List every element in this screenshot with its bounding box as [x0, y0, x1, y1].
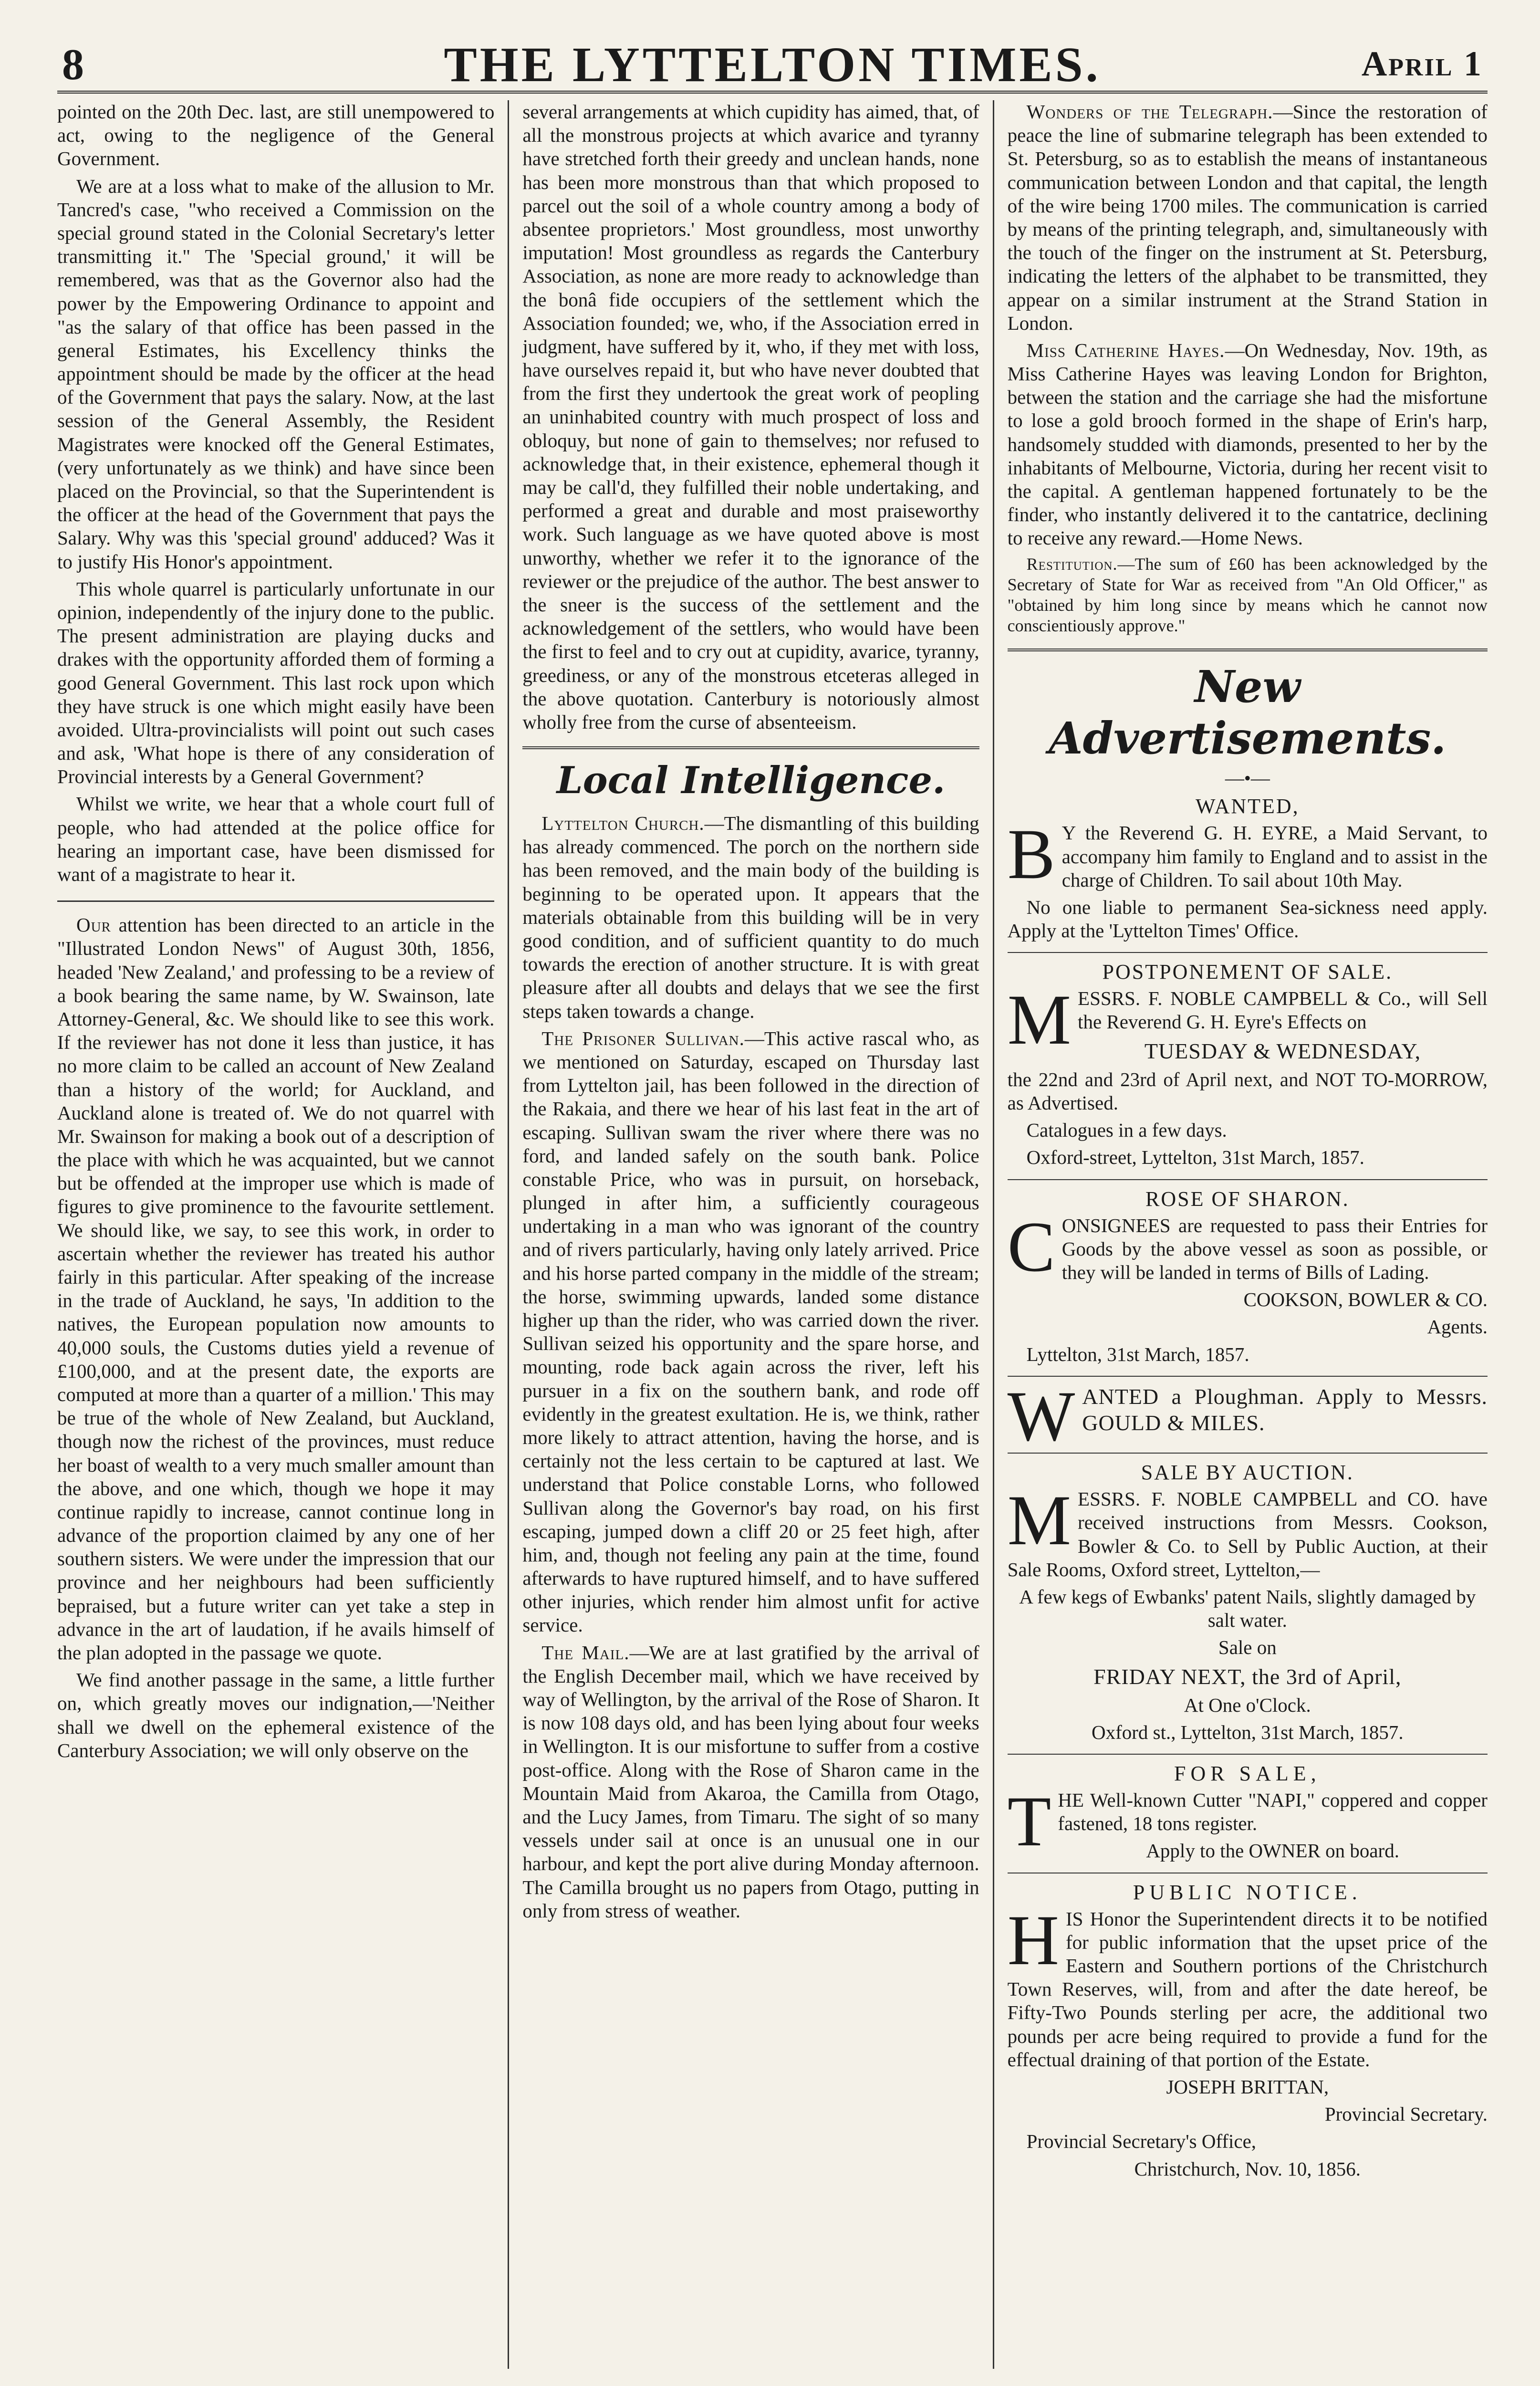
- ad-text: IS Honor the Superintendent directs it to be notified for public information that the upset price of the Eastern and Southern portions of the Christchurch Town Reserves, will, from and after the date hereof, be Fifty-Two Pounds sterling per acre, the additional two pounds per acre being required to provide a fund for the effectual draining of that portion of the Estate.: [1007, 1907, 1488, 2071]
- news-item-body: —The dismantling of this building has already commenced. The porch on the northern side has been removed, and the main body of the building is beginning to be operated upon. It appears that the materials obtainable from this building will be in very good condition, and of sufficient quantity to do much towards the erection of another structure. It is with great pleasure after all doubts and delays that we see the first steps taken towards a change.: [522, 812, 979, 1022]
- article-paragraph: several arrangements at which cupidity has aimed, that, of all the monstrous projects at which avarice and tyranny have stretched forth their greedy and unclean hands, none has been more monstrous than that which proposed to parcel out the soil of a whole country among a body of absentee proprietors.' Most groundless, most unworthy imputation! Most groundless as regards the Canterbury Association, as none are more ready to acknowledge than the bonâ fide occupiers of the settlement which the Association founded; we, who, if the Association erred in judgment, have suffered by it, who, if they met with loss, have ourselves repaid it, but who have never doubted that from the first they undertook the great work of peopling an uninhabited country with much prospect of loss and obloquy, but none of gain to themselves; nor refused to acknowledge that, in their existence, ephemeral though it may be call'd, they fulfilled their noble undertaking, and performed a great and durable and most praiseworthy work. Such language as we have quoted above is most unworthy, whether we refer it to the ignorance of the reviewer or the prejudice of the author. The best answer to the sneer is the success of the settlement and the acknowledgement of the settlers, who would have been the first to feel and to cry out at cupidity, avarice, tyranny, greediness, or any of the monstrous etceteras alleged in the above quotation. Canterbury is notoriously almost wholly free from the curse of absenteeism.: [522, 101, 979, 733]
- ad-body: [1007, 1207, 1488, 1287]
- ad-title: SALE BY AUCTION.: [1141, 1461, 1354, 1485]
- section-divider: [1008, 649, 1488, 651]
- ad-title: PUBLIC NOTICE.: [1133, 1880, 1362, 1904]
- drop-cap: W: [1007, 1376, 1076, 1456]
- drop-cap: M: [1007, 980, 1072, 1060]
- news-item-body: —The sum of £60 has been acknowledged by the Secretary of State for War as received from "An Old Officer," as "obtained by him long since by means which he cannot now conscientiously approve.": [1007, 554, 1488, 636]
- column-3: [994, 100, 1488, 2369]
- article-paragraph: We find another passage in the same, a little further on, which greatly moves our indignation,—'Neither shall we dwell on the ephemeral existence of the Canterbury Association; we will only observe on the: [57, 1669, 495, 1761]
- ad-for-sale: [1008, 1761, 1488, 1873]
- paragraph-body: attention has been directed to an article in the "Illustrated London News" of August 30th, 1856, headed 'New Zealand,' and professing to be a review of a book bearing the same name, by W. Swainson, late Attorney-General, &c. We should like to see this work. If the reviewer has not done it less than justice, it has no more claim to be called an account of New Zealand than a history of the world; for Auckland, and Auckland alone is treated of. We do not quarrel with Mr. Swainson for making a book out of a description of the place with which he was acquainted, but we cannot but be offended at the improper use which is made of figures to give prominence to the favourite settlement. We should like, we say, to see this work, in order to ascertain whether the reviewer has treated his author fairly in this particular. After speaking of the increase in the trade of Auckland, he says, 'In addition to the natives, the European population now amounts to 40,000 souls, the Customs duties yield a revenue of £100,000, and at the present date, the exports are computed at more than a quarter of a million.' This may be true of the whole of New Zealand, but Auckland, though now the richest of the provinces, must reduce her boast of wealth to a very much smaller amount than the above, and one which, though we hope it may continue rapidly to increase, cannot continue long in advance of the proportion claimed by any one of her southern sisters. We were under the impression that our province and her neighbours had been sufficiently bepraised, but a future writer can yet take a step in advance in the art of laudation, if he avails himself of the plan adopted in the passage we quote.: [57, 914, 495, 1664]
- ad-text: ESSRS. F. NOBLE CAMPBELL & Co., will Sell the Reverend G. H. Eyre's Effects on: [1078, 987, 1488, 1033]
- ad-public-notice: [1008, 1880, 1488, 2190]
- ad-body: [1007, 1481, 1488, 1581]
- ad-address: Oxford st., Lyttelton, 31st March, 1857.: [1091, 1721, 1404, 1743]
- ad-signer-role: Provincial Secretary.: [1324, 2103, 1488, 2125]
- ad-role: Agents.: [1427, 1316, 1488, 1338]
- section-divider: [57, 900, 494, 902]
- ad-firm: COOKSON, BOWLER & CO.: [1243, 1288, 1488, 1311]
- ad-signer: JOSEPH BRITTAN,: [1166, 2075, 1329, 2098]
- article-paragraph: We are at a loss what to make of the allusion to Mr. Tancred's case, "who received a Commission on the special ground stated in the Colonial Secretary's letter transmitting it." The 'Special ground,' it will be remembered, was that as the Governor also had the power by the Empowering Ordinance to appoint and "as the salary of that office has been passed in the general Estimates, his Excellency thinks the appointment should be made by the officer at the head of the Government that pays the salary. Now, at the last session of the General Assembly, the Resident Magistrates were knocked off the General Estimates, (very unfortunately as we think) and have since been placed on the Provincial, so that the Superintendent is the officer at the head of the Government that pays the Salary. Why was this 'special ground' adduced? Was it to justify His Honor's appointment.: [57, 175, 495, 573]
- ad-place: Lyttelton, 31st March, 1857.: [1026, 1343, 1249, 1365]
- issue-date: April 1: [1361, 44, 1483, 84]
- ad-days: TUESDAY & WEDNESDAY,: [1144, 1038, 1421, 1063]
- ad-apply: Apply to the OWNER on board.: [1146, 1840, 1399, 1862]
- ad-sale-day: FRIDAY NEXT, the 3rd of April,: [1093, 1664, 1402, 1689]
- section-divider: [522, 746, 979, 749]
- ad-title: FOR SALE,: [1174, 1762, 1321, 1786]
- ad-postponement: [1008, 960, 1488, 1180]
- news-item-lead: Lyttelton Church.: [541, 812, 705, 835]
- ad-office-date: Christchurch, Nov. 10, 1856.: [1134, 2157, 1361, 2180]
- ad-title: WANTED,: [1195, 795, 1300, 818]
- new-advertisements-heading: New Advertisements.: [1049, 661, 1446, 764]
- news-item: [522, 812, 979, 1023]
- page-number: 8: [62, 40, 84, 89]
- news-item: [522, 1027, 979, 1637]
- article-columns: [57, 100, 1488, 2369]
- drop-cap: H: [1007, 1900, 1059, 1980]
- drop-cap: T: [1007, 1782, 1051, 1862]
- article-paragraph: pointed on the 20th Dec. last, are still unempowered to act, owing to the negligence of the General Government.: [57, 101, 495, 170]
- ad-text: Y the Reverend G. H. EYRE, a Maid Servant, to accompany him family to England and to assist in the charge of Children. To sail about 10th May.: [1061, 822, 1488, 891]
- news-item-lead: The Mail.: [541, 1641, 630, 1664]
- news-item: [522, 1641, 979, 1923]
- ad-address: Oxford-street, Lyttelton, 31st March, 1857.: [1026, 1146, 1364, 1169]
- ad-text: ESSRS. F. NOBLE CAMPBELL and CO. have received instructions from Messrs. Cookson, Bowler & Co. to Sell by Public Auction, at their Sale Rooms, Oxford street, Lyttelton,—: [1007, 1488, 1488, 1580]
- news-item-lead: Restitution.: [1026, 554, 1118, 574]
- column-2: [508, 100, 994, 2369]
- ad-wanted-ploughman: [1007, 1376, 1488, 1456]
- news-item-lead: The Prisoner Sullivan.: [541, 1027, 745, 1049]
- ad-wanted-maid: [1008, 794, 1488, 953]
- ad-rose-of-sharon: [1008, 1187, 1488, 1377]
- drop-cap: B: [1007, 815, 1055, 894]
- news-item: [1008, 100, 1488, 335]
- ad-catalogues: Catalogues in a few days.: [1026, 1119, 1227, 1141]
- news-item-lead: Miss Catherine Hayes.: [1026, 339, 1225, 361]
- ad-goods: A few kegs of Ewbanks' patent Nails, slightly damaged by salt water.: [1019, 1585, 1476, 1632]
- article-paragraph: Whilst we write, we hear that a whole court full of people, who had attended at the police office for hearing an important case, have been dismissed for want of a magistrate to hear it.: [57, 793, 495, 885]
- ornament-divider: —•—: [1225, 767, 1270, 789]
- paragraph-lead: Our: [76, 914, 111, 936]
- ad-text: HE Well-known Cutter "NAPI," coppered and copper fastened, 18 tons register.: [1058, 1789, 1488, 1835]
- ad-sale-time: At One o'Clock.: [1184, 1694, 1311, 1716]
- local-intelligence-heading: Local Intelligence.: [556, 759, 946, 803]
- ad-note: No one liable to permanent Sea-sickness need apply. Apply at the 'Lyttelton Times' Office.: [1007, 896, 1488, 942]
- ad-body: [1007, 815, 1488, 894]
- news-item: [1008, 554, 1488, 637]
- drop-cap: C: [1007, 1207, 1055, 1287]
- newspaper-title: THE LYTTELTON TIMES.: [444, 37, 1101, 92]
- news-item-body: —On Wednesday, Nov. 19th, as Miss Catherine Hayes was leaving London for Brighton, between the station and the carriage she had the misfortune to lose a gold brooch formed in the shape of Erin's harp, handsomely studded with diamonds, presented to her by the inhabitants of Melbourne, Victoria, during her recent visit to the capital. A gentleman happened fortunately to be the finder, who instantly delivered it to the cantatrice, declining to receive any reward.—Home News.: [1007, 339, 1488, 549]
- ad-dates: the 22nd and 23rd of April next, and NOT TO-MORROW, as Advertised.: [1007, 1068, 1488, 1114]
- ad-sale-by-auction: [1008, 1460, 1488, 1755]
- article-paragraph: This whole quarrel is particularly unfortunate in our opinion, independently of the injury done to the public. The present administration are playing ducks and drakes with the opportunity afforded them of forming a good General Government. This last rock upon which they have struck is one which might easily have been avoided. Ultra-provincialists will point out such cases and ask, 'What hope is there of any consideration of Provincial interests by a General Government?: [57, 577, 495, 788]
- ad-title: ROSE OF SHARON.: [1145, 1187, 1350, 1211]
- news-item: [1008, 339, 1488, 550]
- drop-cap: M: [1007, 1481, 1072, 1560]
- ad-text: ANTED a Ploughman. Apply to Messrs. GOULD & MILES.: [1082, 1384, 1488, 1435]
- column-1: [57, 100, 508, 2369]
- news-item-body: —This active rascal who, as we mentioned on Saturday, escaped on Thursday last from Lyttelton jail, has been followed in the direction of the Rakaia, and there we hear of his last feat in the art of escaping. Sullivan swam the river where there was no ford, and landed safely on the south bank. Police constable Price, who was in pursuit, on horseback, plunged in after him, a sufficiently courageous undertaking in a man who was ignorant of the country and of rivers particularly, having only lately arrived. Price and his horse parted company in the middle of the stream; the horse, swimming upwards, landed some distance higher up than the rider, who was carried down the river. Sullivan seized his opportunity and the spare horse, and mounting, rode back again across the river, left his pursuer in a fix on the southern bank, and rode off evidently in the greatest exultation. He is, we think, rather more likely to attract attention, having the horse, and is certainly not the less certain to be captured at last. We understand that Police constable Lorns, who followed Sullivan along the Governor's bay road, on his first escaping, jumped down a cliff 20 or 25 feet high, after him, and, though not feeling any pain at the time, found afterwards to have ruptured himself, and to have suffered other injuries, which render him almost unfit for active service.: [522, 1027, 979, 1636]
- ad-body: [1007, 1900, 1488, 2072]
- ad-body: [1007, 1376, 1488, 1456]
- news-item-body: —We are at last gratified by the arrival of the English December mail, which we have received by way of Wellington, by the arrival of the Rose of Sharon. It is now 108 days old, and has been lying about four weeks in Wellington. It is our misfortune to suffer from a costive post-office. Along with the Rose of Sharon came in the Mountain Maid from Akaroa, the Camilla from Otago, and the Lucy James, from Timaru. The sight of so many vessels under sail at once is an unusual one in our harbour, and kept the port alive during Monday afternoon. The Camilla brought us no papers from Otago, putting in only from stress of weather.: [522, 1641, 979, 1922]
- ad-office: Provincial Secretary's Office,: [1026, 2130, 1257, 2153]
- ad-sale-on: Sale on: [1218, 1636, 1277, 1659]
- masthead: [57, 33, 1488, 94]
- article-paragraph: [57, 913, 494, 1664]
- news-item-lead: Wonders of the Telegraph.: [1026, 101, 1273, 123]
- news-item-body: —Since the restoration of peace the line of submarine telegraph has been extended to St. Petersburg, so as to establish the means of instantaneous communication between London and that capital, the length of the wire being 1700 miles. The communication is carried by means of the printing telegraph, and, simultaneously with the touch of the finger on the instrument at St. Petersburg, indicating the letters of the alphabet to be transmitted, they appear on a similar instrument at the Strand Station in London.: [1007, 101, 1488, 334]
- ad-text: ONSIGNEES are requested to pass their Entries for Goods by the above vessel as soon as possible, or they will be landed in terms of Bills of Lading.: [1061, 1214, 1488, 1283]
- ad-title: POSTPONEMENT OF SALE.: [1102, 960, 1393, 984]
